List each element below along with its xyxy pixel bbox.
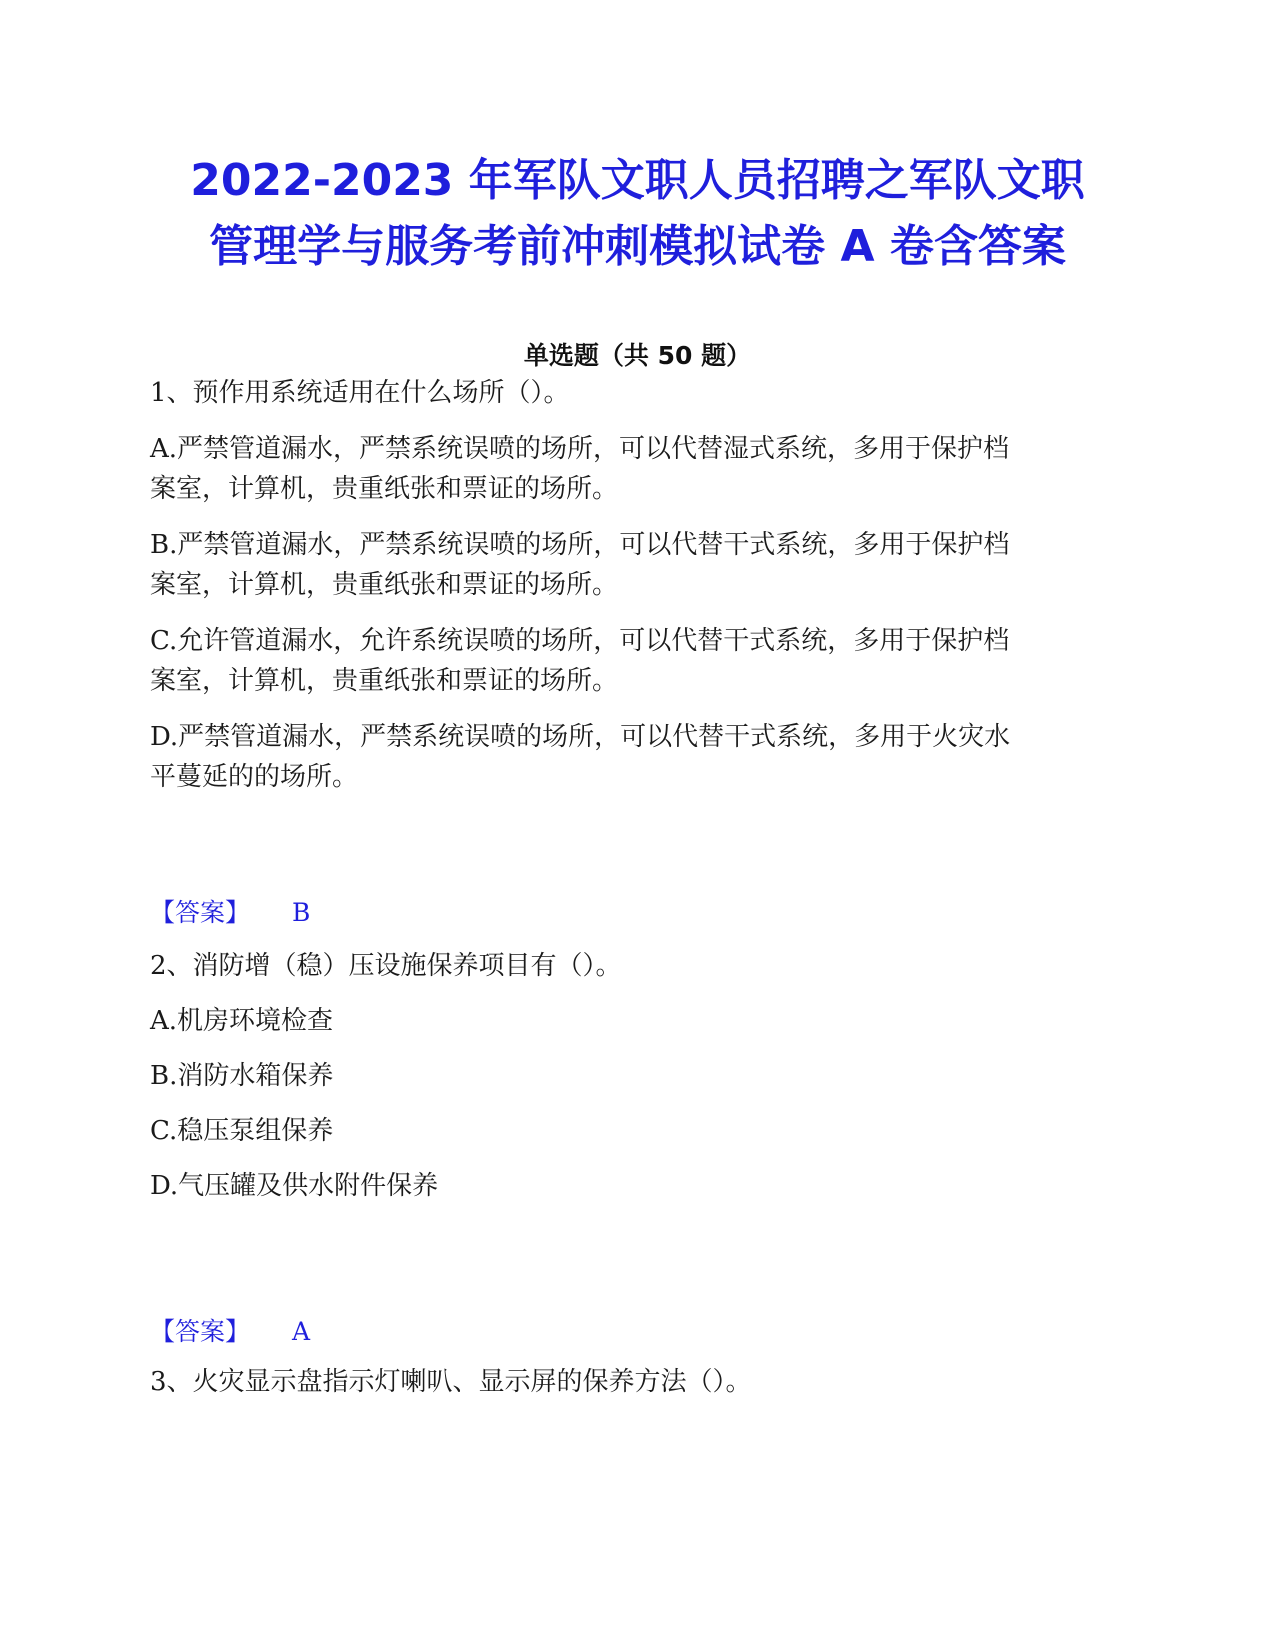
option-text: C.允许管道漏水，允许系统误喷的场所，可以代替干式系统，多用于保护档: [150, 626, 1010, 656]
question-3: [150, 1362, 1110, 1402]
option-text: 案室，计算机，贵重纸张和票证的场所。: [150, 474, 619, 504]
answer-value: B: [292, 898, 311, 927]
option-b: [150, 525, 1110, 605]
question-stem: 3、火灾显示盘指示灯喇叭、显示屏的保养方法（）。: [150, 1367, 752, 1397]
option-text: 案室，计算机，贵重纸张和票证的场所。: [150, 570, 619, 600]
option-c: C.稳压泵组保养: [150, 1116, 334, 1146]
option-text: 案室，计算机，贵重纸张和票证的场所。: [150, 666, 619, 696]
question-stem: 2、消防增（稳）压设施保养项目有（）。: [150, 951, 622, 981]
title-line-2: 管理学与服务考前冲刺模拟试卷 A 卷含答案: [209, 221, 1066, 272]
question-2: [150, 946, 1110, 1206]
option-text: D.严禁管道漏水，严禁系统误喷的场所，可以代替干式系统，多用于火灾水: [150, 722, 1011, 752]
document-title: [80, 148, 1195, 280]
option-c: [150, 621, 1110, 701]
option-a: A.机房环境检查: [150, 1006, 334, 1036]
question-stem: 1、预作用系统适用在什么场所（）。: [150, 378, 570, 408]
option-text: B.严禁管道漏水，严禁系统误喷的场所，可以代替干式系统，多用于保护档: [150, 530, 1010, 560]
title-line-1: 2022-2023 年军队文职人员招聘之军队文职: [190, 155, 1085, 206]
answer-1: [150, 893, 310, 929]
option-text: 平蔓延的的场所。: [150, 762, 359, 792]
answer-value: A: [292, 1317, 311, 1346]
section-heading: 单选题（共 50 题）: [523, 341, 752, 370]
option-d: D.气压罐及供水附件保养: [150, 1171, 439, 1201]
option-text: A.严禁管道漏水，严禁系统误喷的场所，可以代替湿式系统，多用于保护档: [150, 434, 1010, 464]
option-a: [150, 429, 1110, 509]
option-b: B.消防水箱保养: [150, 1061, 334, 1091]
question-1: [150, 373, 1110, 813]
option-d: [150, 717, 1110, 797]
answer-tag: 【答案】: [150, 1317, 251, 1346]
answer-2: [150, 1312, 310, 1348]
answer-tag: 【答案】: [150, 898, 251, 927]
